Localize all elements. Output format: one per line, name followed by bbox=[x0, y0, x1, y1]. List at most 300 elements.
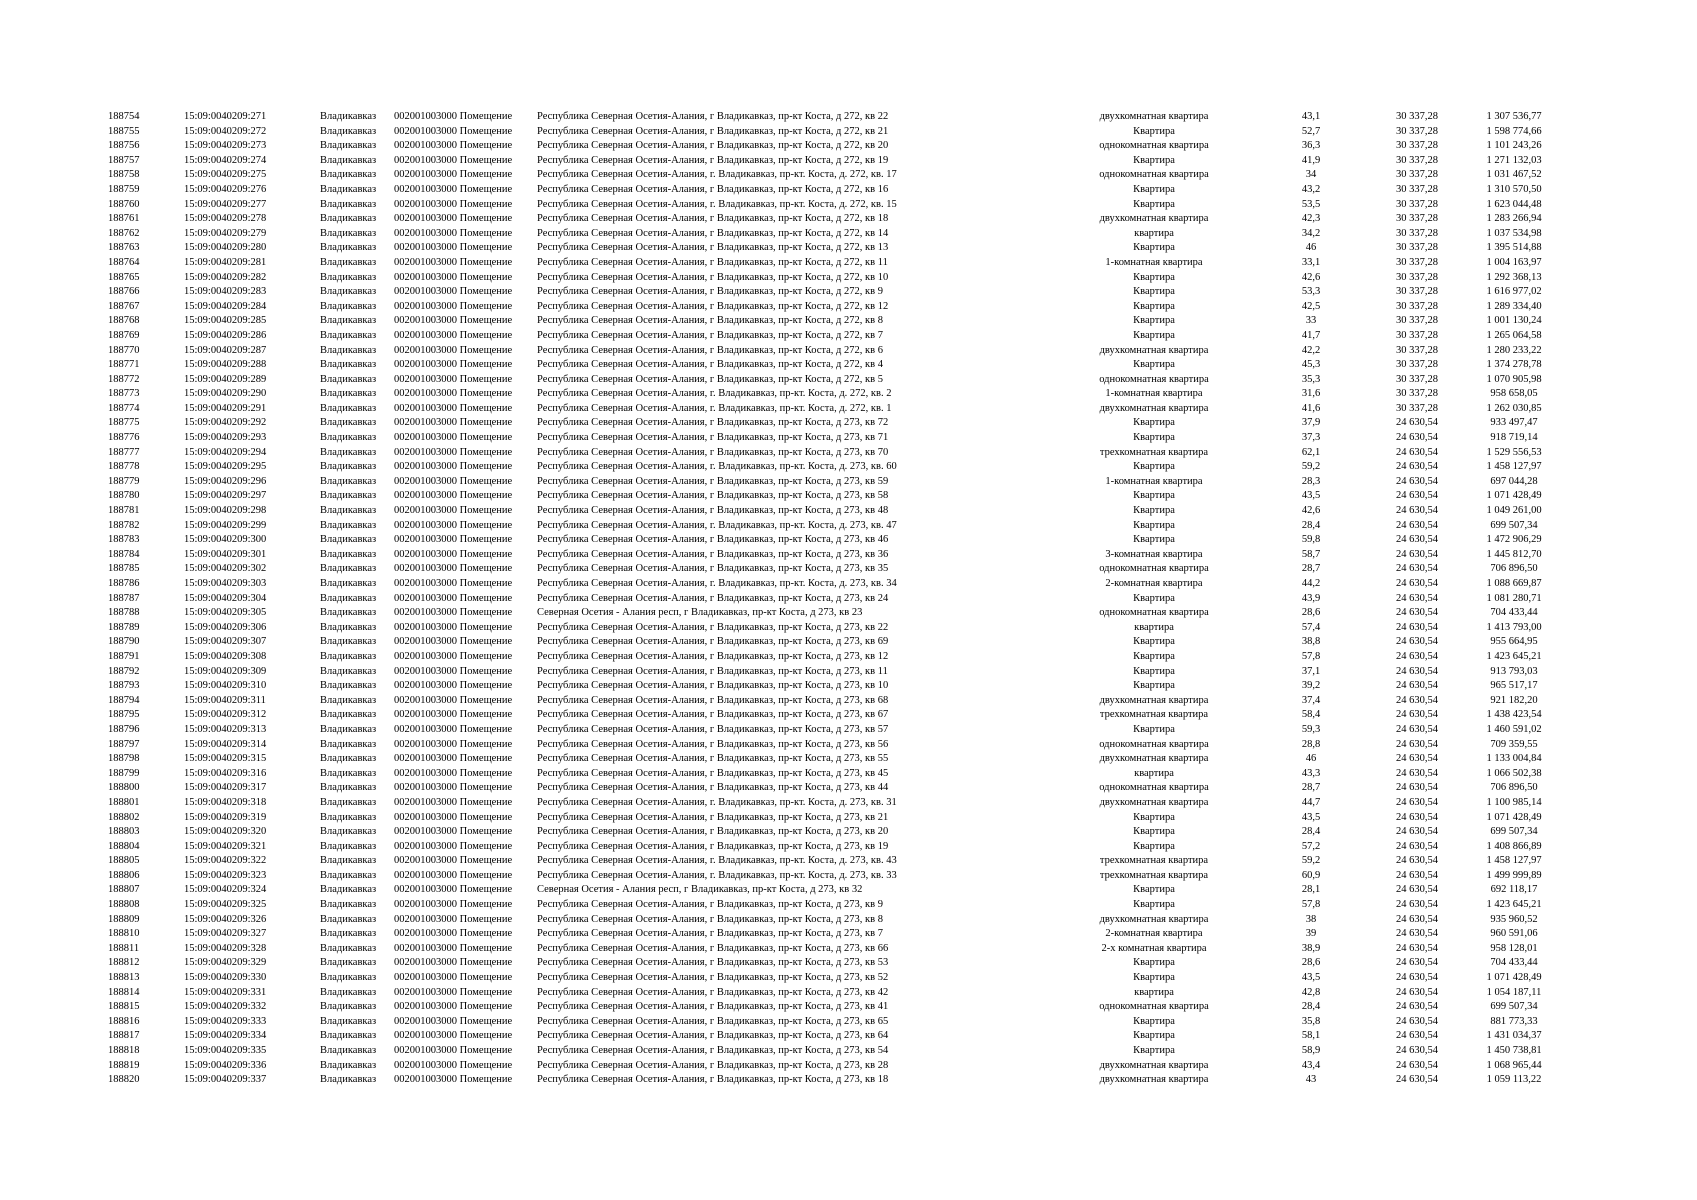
table-row bbox=[108, 227, 1561, 242]
area-cell: 53,5 bbox=[1301, 198, 1321, 210]
premises-kind-cell: двухкомнатная квартира bbox=[1099, 753, 1209, 765]
object-type-cell: 002001003000 Помещение bbox=[394, 417, 513, 429]
object-type-cell: 002001003000 Помещение bbox=[394, 840, 513, 852]
address-cell: Республика Северная Осетия-Алания, г. Владикавказ, пр-кт. Коста, д. 273, кв. 60 bbox=[537, 461, 897, 473]
cadastral-number: 15:09:0040209:294 bbox=[184, 446, 267, 458]
cadastral-value-cell: 1 071 428,49 bbox=[1486, 972, 1542, 984]
premises-kind-cell: Квартира bbox=[1133, 432, 1175, 444]
table-row bbox=[108, 825, 1561, 840]
unit-price-cell: 24 630,54 bbox=[1396, 782, 1438, 794]
row-number: 188764 bbox=[108, 256, 140, 268]
table-row bbox=[108, 738, 1561, 753]
table-row bbox=[108, 1073, 1561, 1088]
object-type-cell: 002001003000 Помещение bbox=[394, 490, 513, 502]
address-cell: Республика Северная Осетия-Алания, г. Владикавказ, пр-кт. Коста, д. 273, кв. 34 bbox=[537, 578, 897, 589]
cadastral-value-cell: 1 310 570,50 bbox=[1486, 183, 1542, 195]
city-cell: Владикавказ bbox=[320, 767, 377, 779]
object-type-cell: 002001003000 Помещение bbox=[394, 578, 513, 589]
premises-kind-cell: однокомнатная квартира bbox=[1099, 169, 1209, 181]
table-row bbox=[108, 650, 1561, 665]
cadastral-value-cell: 1 068 965,44 bbox=[1486, 1059, 1542, 1071]
row-number: 188756 bbox=[108, 140, 140, 152]
cadastral-value-cell: 1 289 334,40 bbox=[1486, 300, 1542, 312]
table-row bbox=[108, 708, 1561, 723]
cadastral-value-cell: 1 458 127,97 bbox=[1486, 461, 1542, 473]
area-cell: 38,8 bbox=[1301, 636, 1321, 648]
area-cell: 39 bbox=[1305, 928, 1317, 940]
cadastral-value-cell: 1 071 428,49 bbox=[1486, 490, 1542, 502]
city-cell: Владикавказ bbox=[320, 884, 377, 896]
object-type-cell: 002001003000 Помещение bbox=[394, 519, 513, 531]
area-cell: 43,3 bbox=[1301, 767, 1321, 779]
area-cell: 37,9 bbox=[1301, 417, 1321, 429]
premises-kind-cell: 1-комнатная квартира bbox=[1105, 475, 1203, 487]
table-row bbox=[108, 898, 1561, 913]
premises-kind-cell: однокомнатная квартира bbox=[1099, 563, 1209, 575]
area-cell: 60,9 bbox=[1301, 869, 1321, 881]
address-cell: Республика Северная Осетия-Алания, г Владикавказ, пр-кт Коста, д 273, кв 7 bbox=[537, 928, 883, 940]
cadastral-number: 15:09:0040209:337 bbox=[184, 1074, 267, 1086]
area-cell: 43 bbox=[1305, 1074, 1317, 1086]
row-number: 188757 bbox=[108, 154, 140, 166]
row-number: 188766 bbox=[108, 286, 140, 298]
table-row bbox=[108, 942, 1561, 957]
unit-price-cell: 24 630,54 bbox=[1396, 1015, 1438, 1027]
unit-price-cell: 24 630,54 bbox=[1396, 1045, 1438, 1056]
premises-kind-cell: Квартира bbox=[1133, 519, 1175, 531]
unit-price-cell: 24 630,54 bbox=[1396, 417, 1438, 429]
city-cell: Владикавказ bbox=[320, 169, 377, 181]
table-row bbox=[108, 840, 1561, 855]
unit-price-cell: 24 630,54 bbox=[1396, 592, 1438, 604]
cadastral-number: 15:09:0040209:298 bbox=[184, 505, 267, 517]
table-body bbox=[108, 110, 1561, 1088]
address-cell: Республика Северная Осетия-Алания, г Владикавказ, пр-кт Коста, д 273, кв 68 bbox=[537, 694, 889, 706]
city-cell: Владикавказ bbox=[320, 782, 377, 794]
cadastral-value-cell: 1 265 064,58 bbox=[1486, 329, 1542, 341]
premises-kind-cell: Квартира bbox=[1133, 461, 1175, 473]
object-type-cell: 002001003000 Помещение bbox=[394, 665, 513, 677]
city-cell: Владикавказ bbox=[320, 738, 377, 750]
address-cell: Республика Северная Осетия-Алания, г. Владикавказ, пр-кт. Коста, д. 272, кв. 15 bbox=[537, 198, 897, 210]
row-number: 188783 bbox=[108, 534, 140, 546]
city-cell: Владикавказ bbox=[320, 329, 377, 341]
address-cell: Республика Северная Осетия-Алания, г. Владикавказ, пр-кт. Коста, д. 273, кв. 47 bbox=[537, 519, 897, 531]
address-cell: Республика Северная Осетия-Алания, г Владикавказ, пр-кт Коста, д 272, кв 14 bbox=[537, 227, 889, 239]
table-row bbox=[108, 489, 1561, 504]
city-cell: Владикавказ bbox=[320, 694, 377, 706]
area-cell: 43,1 bbox=[1301, 111, 1321, 122]
object-type-cell: 002001003000 Помещение bbox=[394, 505, 513, 517]
unit-price-cell: 30 337,28 bbox=[1396, 359, 1438, 371]
object-type-cell: 002001003000 Помещение bbox=[394, 738, 513, 750]
unit-price-cell: 30 337,28 bbox=[1396, 213, 1438, 225]
cadastral-number: 15:09:0040209:289 bbox=[184, 373, 267, 385]
table-row bbox=[108, 285, 1561, 300]
area-cell: 37,3 bbox=[1301, 432, 1321, 444]
unit-price-cell: 24 630,54 bbox=[1396, 475, 1438, 487]
address-cell: Республика Северная Осетия-Алания, г. Владикавказ, пр-кт. Коста, д. 273, кв. 33 bbox=[537, 869, 897, 881]
cadastral-value-cell: 1 004 163,97 bbox=[1486, 256, 1542, 268]
row-number: 188807 bbox=[108, 884, 140, 896]
table-row bbox=[108, 1015, 1561, 1030]
address-cell: Республика Северная Осетия-Алания, г Владикавказ, пр-кт Коста, д 273, кв 28 bbox=[537, 1059, 889, 1071]
premises-kind-cell: Квартира bbox=[1133, 534, 1175, 546]
cadastral-number: 15:09:0040209:275 bbox=[184, 169, 267, 181]
premises-kind-cell: Квартира bbox=[1133, 957, 1175, 969]
table-row bbox=[108, 869, 1561, 884]
cadastral-number: 15:09:0040209:293 bbox=[184, 432, 267, 444]
cadastral-number: 15:09:0040209:285 bbox=[184, 315, 267, 327]
row-number: 188813 bbox=[108, 972, 140, 984]
address-cell: Республика Северная Осетия-Алания, г Владикавказ, пр-кт Коста, д 273, кв 57 bbox=[537, 723, 889, 735]
city-cell: Владикавказ bbox=[320, 1001, 377, 1013]
premises-kind-cell: Квартира bbox=[1133, 505, 1175, 517]
address-cell: Республика Северная Осетия-Алания, г Владикавказ, пр-кт Коста, д 273, кв 54 bbox=[537, 1045, 889, 1056]
unit-price-cell: 24 630,54 bbox=[1396, 753, 1438, 765]
cadastral-value-cell: 1 280 233,22 bbox=[1486, 344, 1542, 356]
address-cell: Республика Северная Осетия-Алания, г Владикавказ, пр-кт Коста, д 273, кв 58 bbox=[537, 490, 889, 502]
table-row bbox=[108, 154, 1561, 169]
unit-price-cell: 24 630,54 bbox=[1396, 899, 1438, 911]
object-type-cell: 002001003000 Помещение bbox=[394, 680, 513, 692]
address-cell: Республика Северная Осетия-Алания, г Владикавказ, пр-кт Коста, д 272, кв 19 bbox=[537, 154, 889, 166]
premises-kind-cell: двухкомнатная квартира bbox=[1099, 344, 1209, 356]
cadastral-number: 15:09:0040209:276 bbox=[184, 183, 267, 195]
unit-price-cell: 24 630,54 bbox=[1396, 972, 1438, 984]
table-row bbox=[108, 300, 1561, 315]
table-row bbox=[108, 723, 1561, 738]
row-number: 188794 bbox=[108, 694, 140, 706]
address-cell: Республика Северная Осетия-Алания, г. Владикавказ, пр-кт. Коста, д. 272, кв. 17 bbox=[537, 169, 897, 181]
area-cell: 46 bbox=[1305, 242, 1317, 254]
area-cell: 35,8 bbox=[1301, 1015, 1321, 1027]
city-cell: Владикавказ bbox=[320, 402, 377, 414]
cadastral-value-cell: 1 598 774,66 bbox=[1486, 125, 1542, 137]
table-row bbox=[108, 811, 1561, 826]
object-type-cell: 002001003000 Помещение bbox=[394, 723, 513, 735]
city-cell: Владикавказ bbox=[320, 373, 377, 385]
row-number: 188778 bbox=[108, 461, 140, 473]
unit-price-cell: 30 337,28 bbox=[1396, 388, 1438, 400]
cadastral-number: 15:09:0040209:318 bbox=[184, 796, 267, 808]
area-cell: 58,7 bbox=[1301, 548, 1321, 560]
unit-price-cell: 24 630,54 bbox=[1396, 432, 1438, 444]
table-row bbox=[108, 271, 1561, 286]
row-number: 188759 bbox=[108, 183, 140, 195]
area-cell: 28,8 bbox=[1301, 738, 1321, 750]
table-row bbox=[108, 329, 1561, 344]
cadastral-number: 15:09:0040209:311 bbox=[184, 694, 266, 706]
unit-price-cell: 30 337,28 bbox=[1396, 183, 1438, 195]
address-cell: Республика Северная Осетия-Алания, г Владикавказ, пр-кт Коста, д 273, кв 66 bbox=[537, 942, 889, 954]
object-type-cell: 002001003000 Помещение bbox=[394, 461, 513, 473]
area-cell: 57,8 bbox=[1301, 899, 1321, 911]
city-cell: Владикавказ bbox=[320, 1030, 377, 1042]
cadastral-value-cell: 1 100 985,14 bbox=[1486, 796, 1542, 808]
city-cell: Владикавказ bbox=[320, 461, 377, 473]
row-number: 188811 bbox=[108, 942, 140, 954]
table-row bbox=[108, 431, 1561, 446]
cadastral-number: 15:09:0040209:326 bbox=[184, 913, 267, 925]
city-cell: Владикавказ bbox=[320, 183, 377, 195]
cadastral-value-cell: 1 101 243,26 bbox=[1486, 140, 1542, 152]
area-cell: 33,1 bbox=[1301, 256, 1321, 268]
unit-price-cell: 24 630,54 bbox=[1396, 884, 1438, 896]
area-cell: 31,6 bbox=[1301, 388, 1321, 400]
address-cell: Республика Северная Осетия-Алания, г Владикавказ, пр-кт Коста, д 273, кв 11 bbox=[537, 665, 888, 677]
city-cell: Владикавказ bbox=[320, 125, 377, 137]
row-number: 188806 bbox=[108, 869, 140, 881]
cadastral-value-cell: 1 262 030,85 bbox=[1486, 402, 1542, 414]
address-cell: Республика Северная Осетия-Алания, г Владикавказ, пр-кт Коста, д 273, кв 36 bbox=[537, 548, 889, 560]
cadastral-number: 15:09:0040209:288 bbox=[184, 359, 267, 371]
object-type-cell: 002001003000 Помещение bbox=[394, 140, 513, 152]
unit-price-cell: 24 630,54 bbox=[1396, 534, 1438, 546]
city-cell: Владикавказ bbox=[320, 198, 377, 210]
object-type-cell: 002001003000 Помещение bbox=[394, 811, 513, 823]
table-row bbox=[108, 475, 1561, 490]
cadastral-value-cell: 704 433,44 bbox=[1490, 957, 1538, 969]
address-cell: Республика Северная Осетия-Алания, г Владикавказ, пр-кт Коста, д 273, кв 10 bbox=[537, 680, 889, 692]
city-cell: Владикавказ bbox=[320, 563, 377, 575]
address-cell: Республика Северная Осетия-Алания, г Владикавказ, пр-кт Коста, д 273, кв 9 bbox=[537, 899, 883, 911]
premises-kind-cell: 1-комнатная квартира bbox=[1105, 388, 1203, 400]
premises-kind-cell: квартира bbox=[1134, 767, 1174, 779]
premises-kind-cell: квартира bbox=[1134, 986, 1174, 998]
address-cell: Республика Северная Осетия-Алания, г Владикавказ, пр-кт Коста, д 272, кв 5 bbox=[537, 373, 883, 385]
cadastral-number: 15:09:0040209:302 bbox=[184, 563, 267, 575]
city-cell: Владикавказ bbox=[320, 811, 377, 823]
premises-kind-cell: Квартира bbox=[1133, 972, 1175, 984]
unit-price-cell: 24 630,54 bbox=[1396, 928, 1438, 940]
object-type-cell: 002001003000 Помещение bbox=[394, 592, 513, 604]
premises-kind-cell: двухкомнатная квартира bbox=[1099, 694, 1209, 706]
city-cell: Владикавказ bbox=[320, 913, 377, 925]
city-cell: Владикавказ bbox=[320, 475, 377, 487]
cadastral-value-cell: 1 395 514,88 bbox=[1486, 242, 1542, 254]
table-row bbox=[108, 373, 1561, 388]
cadastral-value-cell: 1 070 905,98 bbox=[1486, 373, 1542, 385]
city-cell: Владикавказ bbox=[320, 928, 377, 940]
object-type-cell: 002001003000 Помещение bbox=[394, 548, 513, 560]
area-cell: 43,9 bbox=[1301, 592, 1321, 604]
cadastral-value-cell: 1 458 127,97 bbox=[1486, 855, 1542, 867]
row-number: 188776 bbox=[108, 432, 140, 444]
unit-price-cell: 30 337,28 bbox=[1396, 344, 1438, 356]
area-cell: 59,2 bbox=[1301, 855, 1321, 867]
cadastral-number: 15:09:0040209:325 bbox=[184, 899, 267, 911]
area-cell: 43,5 bbox=[1301, 972, 1321, 984]
address-cell: Республика Северная Осетия-Алания, г Владикавказ, пр-кт Коста, д 272, кв 20 bbox=[537, 140, 889, 152]
table-row bbox=[108, 592, 1561, 607]
premises-kind-cell: Квартира bbox=[1133, 329, 1175, 341]
city-cell: Владикавказ bbox=[320, 534, 377, 546]
unit-price-cell: 30 337,28 bbox=[1396, 169, 1438, 181]
cadastral-value-cell: 1 450 738,81 bbox=[1486, 1045, 1542, 1056]
cadastral-value-cell: 1 408 866,89 bbox=[1486, 840, 1542, 852]
city-cell: Владикавказ bbox=[320, 505, 377, 517]
city-cell: Владикавказ bbox=[320, 300, 377, 312]
table-row bbox=[108, 767, 1561, 782]
area-cell: 43,5 bbox=[1301, 811, 1321, 823]
object-type-cell: 002001003000 Помещение bbox=[394, 650, 513, 662]
cadastral-value-cell: 692 118,17 bbox=[1490, 884, 1538, 896]
unit-price-cell: 24 630,54 bbox=[1396, 461, 1438, 473]
cadastral-value-cell: 1 133 004,84 bbox=[1486, 753, 1542, 765]
cadastral-number: 15:09:0040209:310 bbox=[184, 680, 267, 692]
city-cell: Владикавказ bbox=[320, 986, 377, 998]
unit-price-cell: 24 630,54 bbox=[1396, 840, 1438, 852]
cadastral-number: 15:09:0040209:317 bbox=[184, 782, 267, 794]
object-type-cell: 002001003000 Помещение bbox=[394, 213, 513, 225]
row-number: 188803 bbox=[108, 826, 140, 838]
cadastral-number: 15:09:0040209:333 bbox=[184, 1015, 267, 1027]
area-cell: 39,2 bbox=[1301, 680, 1321, 692]
city-cell: Владикавказ bbox=[320, 607, 377, 619]
area-cell: 28,7 bbox=[1301, 563, 1321, 575]
unit-price-cell: 24 630,54 bbox=[1396, 723, 1438, 735]
address-cell: Республика Северная Осетия-Алания, г Владикавказ, пр-кт Коста, д 273, кв 69 bbox=[537, 636, 889, 648]
premises-kind-cell: Квартира bbox=[1133, 315, 1175, 327]
row-number: 188796 bbox=[108, 723, 140, 735]
cadastral-number: 15:09:0040209:313 bbox=[184, 723, 267, 735]
table-row bbox=[108, 533, 1561, 548]
object-type-cell: 002001003000 Помещение bbox=[394, 344, 513, 356]
address-cell: Республика Северная Осетия-Алания, г Владикавказ, пр-кт Коста, д 273, кв 42 bbox=[537, 986, 889, 998]
cadastral-number: 15:09:0040209:304 bbox=[184, 592, 267, 604]
cadastral-value-cell: 1 066 502,38 bbox=[1486, 767, 1542, 779]
premises-kind-cell: Квартира bbox=[1133, 154, 1175, 166]
cadastral-number: 15:09:0040209:292 bbox=[184, 417, 267, 429]
unit-price-cell: 24 630,54 bbox=[1396, 490, 1438, 502]
table-row bbox=[108, 971, 1561, 986]
row-number: 188801 bbox=[108, 796, 140, 808]
premises-kind-cell: Квартира bbox=[1133, 490, 1175, 502]
row-number: 188770 bbox=[108, 344, 140, 356]
premises-kind-cell: 2-х комнатная квартира bbox=[1101, 942, 1207, 954]
premises-kind-cell: Квартира bbox=[1133, 1030, 1175, 1042]
premises-kind-cell: однокомнатная квартира bbox=[1099, 373, 1209, 385]
row-number: 188789 bbox=[108, 621, 140, 633]
premises-kind-cell: двухкомнатная квартира bbox=[1099, 213, 1209, 225]
area-cell: 42,6 bbox=[1301, 505, 1321, 517]
address-cell: Республика Северная Осетия-Алания, г Владикавказ, пр-кт Коста, д 273, кв 59 bbox=[537, 475, 889, 487]
city-cell: Владикавказ bbox=[320, 972, 377, 984]
row-number: 188777 bbox=[108, 446, 140, 458]
premises-kind-cell: Квартира bbox=[1133, 300, 1175, 312]
city-cell: Владикавказ bbox=[320, 548, 377, 560]
city-cell: Владикавказ bbox=[320, 826, 377, 838]
city-cell: Владикавказ bbox=[320, 1059, 377, 1071]
object-type-cell: 002001003000 Помещение bbox=[394, 198, 513, 210]
unit-price-cell: 24 630,54 bbox=[1396, 563, 1438, 575]
area-cell: 42,3 bbox=[1301, 213, 1321, 225]
cadastral-number: 15:09:0040209:301 bbox=[184, 548, 267, 560]
table-row bbox=[108, 110, 1561, 125]
unit-price-cell: 24 630,54 bbox=[1396, 811, 1438, 823]
premises-kind-cell: двухкомнатная квартира bbox=[1099, 913, 1209, 925]
table-row bbox=[108, 577, 1561, 592]
address-cell: Республика Северная Осетия-Алания, г Владикавказ, пр-кт Коста, д 273, кв 35 bbox=[537, 563, 889, 575]
object-type-cell: 002001003000 Помещение bbox=[394, 957, 513, 969]
address-cell: Северная Осетия - Алания респ, г Владикавказ, пр-кт Коста, д 273, кв 32 bbox=[537, 884, 863, 896]
table-row bbox=[108, 986, 1561, 1001]
city-cell: Владикавказ bbox=[320, 446, 377, 458]
address-cell: Республика Северная Осетия-Алания, г Владикавказ, пр-кт Коста, д 273, кв 55 bbox=[537, 753, 889, 765]
unit-price-cell: 30 337,28 bbox=[1396, 373, 1438, 385]
cadastral-number: 15:09:0040209:308 bbox=[184, 650, 267, 662]
address-cell: Северная Осетия - Алания респ, г Владикавказ, пр-кт Коста, д 273, кв 23 bbox=[537, 607, 863, 619]
address-cell: Республика Северная Осетия-Алания, г Владикавказ, пр-кт Коста, д 273, кв 20 bbox=[537, 826, 889, 838]
cadastral-number: 15:09:0040209:284 bbox=[184, 300, 267, 312]
premises-kind-cell: 2-комнатная квартира bbox=[1105, 578, 1203, 589]
area-cell: 28,6 bbox=[1301, 957, 1321, 969]
city-cell: Владикавказ bbox=[320, 1045, 377, 1056]
address-cell: Республика Северная Осетия-Алания, г Владикавказ, пр-кт Коста, д 273, кв 19 bbox=[537, 840, 889, 852]
row-number: 188760 bbox=[108, 198, 140, 210]
cadastral-value-cell: 881 773,33 bbox=[1490, 1015, 1538, 1027]
cadastral-number: 15:09:0040209:335 bbox=[184, 1045, 267, 1056]
unit-price-cell: 30 337,28 bbox=[1396, 154, 1438, 166]
city-cell: Владикавказ bbox=[320, 432, 377, 444]
area-cell: 34,2 bbox=[1301, 227, 1321, 239]
cadastral-value-cell: 699 507,34 bbox=[1490, 826, 1538, 838]
area-cell: 37,4 bbox=[1301, 694, 1321, 706]
premises-kind-cell: 2-комнатная квартира bbox=[1105, 928, 1203, 940]
unit-price-cell: 24 630,54 bbox=[1396, 665, 1438, 677]
area-cell: 28,4 bbox=[1301, 519, 1321, 531]
cadastral-number: 15:09:0040209:273 bbox=[184, 140, 267, 152]
cadastral-value-cell: 960 591,06 bbox=[1490, 928, 1538, 940]
row-number: 188754 bbox=[108, 111, 140, 122]
row-number: 188804 bbox=[108, 840, 140, 852]
address-cell: Республика Северная Осетия-Алания, г Владикавказ, пр-кт Коста, д 273, кв 64 bbox=[537, 1030, 889, 1042]
unit-price-cell: 24 630,54 bbox=[1396, 738, 1438, 750]
unit-price-cell: 24 630,54 bbox=[1396, 519, 1438, 531]
address-cell: Республика Северная Осетия-Алания, г Владикавказ, пр-кт Коста, д 273, кв 22 bbox=[537, 621, 889, 633]
cadastral-value-cell: 1 054 187,11 bbox=[1486, 986, 1542, 998]
address-cell: Республика Северная Осетия-Алания, г. Владикавказ, пр-кт. Коста, д. 273, кв. 31 bbox=[537, 796, 897, 808]
table-row bbox=[108, 402, 1561, 417]
premises-kind-cell: 3-комнатная квартира bbox=[1105, 548, 1203, 560]
cadastral-number: 15:09:0040209:309 bbox=[184, 665, 267, 677]
row-number: 188763 bbox=[108, 242, 140, 254]
object-type-cell: 002001003000 Помещение bbox=[394, 972, 513, 984]
premises-kind-cell: двухкомнатная квартира bbox=[1099, 1074, 1209, 1086]
cadastral-value-cell: 918 719,14 bbox=[1490, 432, 1538, 444]
object-type-cell: 002001003000 Помещение bbox=[394, 767, 513, 779]
area-cell: 53,3 bbox=[1301, 286, 1321, 298]
unit-price-cell: 24 630,54 bbox=[1396, 1059, 1438, 1071]
cadastral-number: 15:09:0040209:287 bbox=[184, 344, 267, 356]
city-cell: Владикавказ bbox=[320, 286, 377, 298]
cadastral-value-cell: 1 071 428,49 bbox=[1486, 811, 1542, 823]
object-type-cell: 002001003000 Помещение bbox=[394, 986, 513, 998]
premises-kind-cell: однокомнатная квартира bbox=[1099, 607, 1209, 619]
city-cell: Владикавказ bbox=[320, 796, 377, 808]
address-cell: Республика Северная Осетия-Алания, г Владикавказ, пр-кт Коста, д 273, кв 72 bbox=[537, 417, 889, 429]
row-number: 188799 bbox=[108, 767, 140, 779]
cadastral-value-cell: 706 896,50 bbox=[1490, 563, 1538, 575]
object-type-cell: 002001003000 Помещение bbox=[394, 928, 513, 940]
unit-price-cell: 24 630,54 bbox=[1396, 505, 1438, 517]
city-cell: Владикавказ bbox=[320, 899, 377, 911]
area-cell: 28,3 bbox=[1301, 475, 1321, 487]
cadastral-value-cell: 1 374 278,78 bbox=[1486, 359, 1542, 371]
address-cell: Республика Северная Осетия-Алания, г. Владикавказ, пр-кт. Коста, д. 273, кв. 43 bbox=[537, 855, 897, 867]
cadastral-number: 15:09:0040209:272 bbox=[184, 125, 267, 137]
